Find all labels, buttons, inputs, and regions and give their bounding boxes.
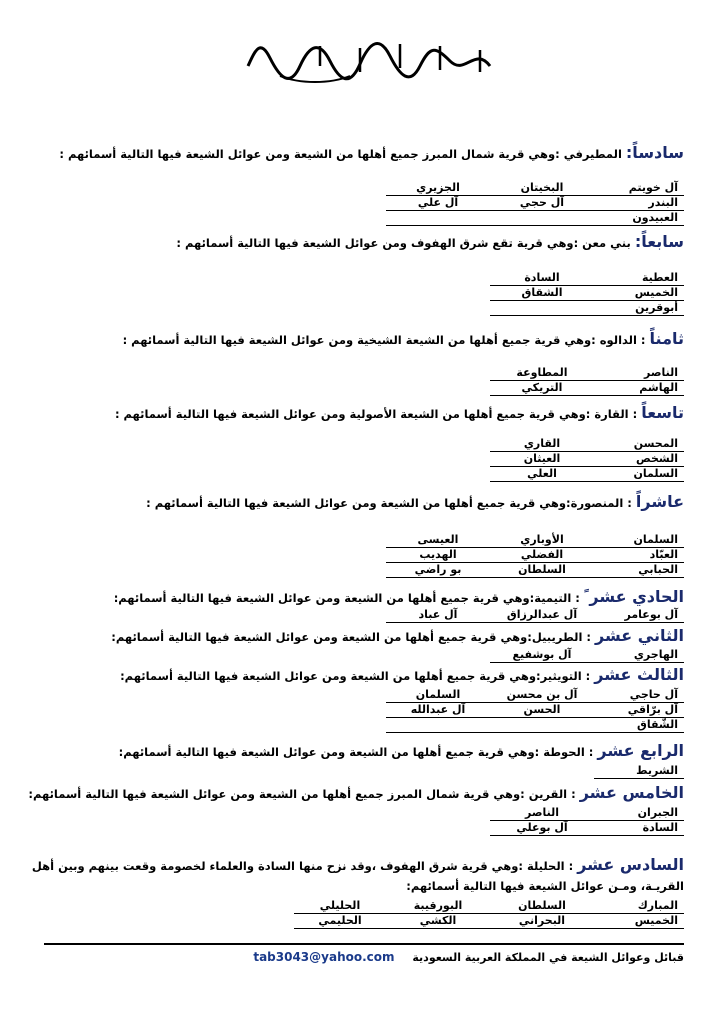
table-row (294, 899, 684, 914)
table-cell: السلطان (490, 563, 594, 578)
table-cell: القاري (490, 437, 594, 452)
section-12-heading: الثاني عشر : الطريبيل:وهي قرية جميع أهلها من الشيعة ومن عوائل الشيعة فيها التالية أسمائهم: (111, 626, 684, 645)
section-15-heading: الخامس عشر : القرين :وهي قرية شمال المبرز جميع أهلها من الشيعة ومن عوائل الشيعة فيها التالية أسمائهم: (28, 783, 684, 802)
table-cell: الهاشم (594, 381, 684, 396)
table-cell: الجبران (594, 806, 684, 821)
table-cell: أبوقرين (594, 301, 684, 316)
section-7-heading: سابعاً: بني معن :وهي قرية تقع شرق الهفوف ومن عوائل الشيعة فيها التالية أسمائهم : (176, 232, 684, 251)
table-cell: الشخص (594, 452, 684, 467)
family-table (490, 271, 684, 316)
table-cell: العبيدون (594, 211, 684, 226)
table-cell: الناصر (594, 366, 684, 381)
table-cell: الأوباري (490, 533, 594, 548)
table-cell: آل علي (386, 196, 490, 211)
table-cell: البورقيبة (386, 899, 490, 914)
table-cell (490, 211, 594, 226)
section-14-heading: الرابع عشر : الحوطة :وهي قرية جميع أهلها من الشيعة ومن عوائل الشيعة فيها التالية أسمائهم: (118, 741, 684, 760)
table-cell: آل حاجي (594, 688, 684, 703)
table-row (490, 286, 684, 301)
family-table (294, 899, 684, 929)
table-cell: آل خويتم (594, 181, 684, 196)
section-number: سادساً: (625, 143, 684, 162)
family-table (386, 181, 684, 226)
table-cell: الهديب (386, 548, 490, 563)
table-cell: العطية (594, 271, 684, 286)
table-row (386, 533, 684, 548)
table-cell: المبارك (594, 899, 684, 914)
table-row (490, 301, 684, 316)
table-row (386, 703, 684, 718)
family-table (490, 648, 684, 663)
table-cell: الحليلي (294, 899, 386, 914)
footer (253, 950, 684, 964)
footer-email-link[interactable]: tab3043@yahoo.com (253, 950, 395, 964)
table-cell: العلي (490, 467, 594, 482)
table-row (386, 563, 684, 578)
family-table (386, 608, 684, 623)
table-row (490, 648, 684, 663)
table-row (490, 821, 684, 836)
basmala-calligraphy (240, 36, 500, 86)
family-table (386, 533, 684, 578)
table-cell: السلطان (490, 899, 594, 914)
footer-divider (44, 943, 684, 945)
table-cell: السلمان (594, 533, 684, 548)
table-cell: السادة (490, 271, 594, 286)
section-13-heading: الثالث عشر : التويثير:وهي قرية جميع أهلها من الشيعة ومن عوائل الشيعة فيها التالية أسمائهم: (120, 665, 684, 684)
table-cell: الحبابي (594, 563, 684, 578)
table-row (386, 211, 684, 226)
table-row (386, 181, 684, 196)
table-cell: المحسن (594, 437, 684, 452)
family-table (490, 806, 684, 836)
table-cell: آل برّاقي (594, 703, 684, 718)
table-row (386, 548, 684, 563)
family-table (386, 688, 684, 733)
section-9-heading: تاسعاً : القارة :وهي قرية جميع أهلها من الشيعة الأصولية ومن عوائل الشيعة فيها التالية أسمائهم : (114, 403, 684, 422)
table-row (294, 914, 684, 929)
table-cell: الكشي (386, 914, 490, 929)
table-row (386, 688, 684, 703)
table-cell (386, 211, 490, 226)
section-11-heading: الحادي عشر ً : التيمية:وهي قرية جميع أهلها من الشيعة ومن عوائل الشيعة فيها التالية أسمائهم: (113, 587, 684, 606)
table-cell: العيثان (490, 452, 594, 467)
table-cell: الخميس (594, 914, 684, 929)
table-cell: بو راضي (386, 563, 490, 578)
table-cell: الشريط (594, 764, 684, 779)
table-row (490, 437, 684, 452)
table-cell: الشّقاق (594, 718, 684, 733)
section-16-heading: السادس عشر : الحليلة :وهي قرية شرق الهفوف ،وقد نزح منها السادة والعلماء لخصومة وقعت بينهم وبين أهل القريـة، ومـن عوائل الشيعة فيها التالية أسمائهم: (31, 855, 684, 893)
table-cell: البحراني (490, 914, 594, 929)
table-cell: الناصر (490, 806, 594, 821)
table-row (490, 366, 684, 381)
table-cell: آل عبدالرزاق (490, 608, 594, 623)
table-row (386, 718, 684, 733)
table-cell: البخيتان (490, 181, 594, 196)
table-cell: آل بوعلي (490, 821, 594, 836)
table-cell: العيسى (386, 533, 490, 548)
table-cell: آل بن محسن (490, 688, 594, 703)
table-cell: المطاوعة (490, 366, 594, 381)
section-6-heading (59, 144, 684, 163)
table-row (490, 806, 684, 821)
table-row (490, 381, 684, 396)
table-cell: آل عبدالله (386, 703, 490, 718)
table-cell (490, 301, 594, 316)
table-cell (490, 718, 594, 733)
table-cell: آل عباد (386, 608, 490, 623)
table-row (490, 271, 684, 286)
table-cell: الخميس (594, 286, 684, 301)
table-row (386, 196, 684, 211)
table-cell: الشقاق (490, 286, 594, 301)
table-cell: الهاجري (594, 648, 684, 663)
table-cell (386, 718, 490, 733)
table-cell: الحليمي (294, 914, 386, 929)
table-row (490, 452, 684, 467)
table-row (594, 764, 684, 779)
section-text: المطيرفي :وهي قرية شمال المبرز جميع أهلها من الشيعة ومن عوائل الشيعة فيها التالية أسمائهم : (59, 147, 626, 161)
table-cell: السلمان (386, 688, 490, 703)
table-cell: الفضلي (490, 548, 594, 563)
table-cell: الجزيري (386, 181, 490, 196)
table-cell: التريكي (490, 381, 594, 396)
section-8-heading: ثامناً : الدالوه :وهي قرية جميع أهلها من الشيعة الشيخية ومن عوائل الشيعة فيها التالية أسمائهم : (122, 329, 684, 348)
footer-title: قبائل وعوائل الشيعة في المملكة العربية السعودية (412, 951, 684, 964)
table-cell: البندر (594, 196, 684, 211)
table-cell: آل بوشفيع (490, 648, 594, 663)
table-cell: السلمان (594, 467, 684, 482)
table-cell: السادة (594, 821, 684, 836)
table-row (490, 467, 684, 482)
table-cell: العبّاد (594, 548, 684, 563)
family-table (490, 366, 684, 396)
family-table (490, 437, 684, 482)
table-cell: آل حجي (490, 196, 594, 211)
table-cell: الحسن (490, 703, 594, 718)
section-10-heading: عاشراً : المنصورة:وهي قرية جميع أهلها من الشيعة ومن عوائل الشيعة فيها التالية أسمائهم : (146, 492, 684, 511)
family-table (594, 764, 684, 779)
table-row (386, 608, 684, 623)
table-cell: آل بوعامر (594, 608, 684, 623)
